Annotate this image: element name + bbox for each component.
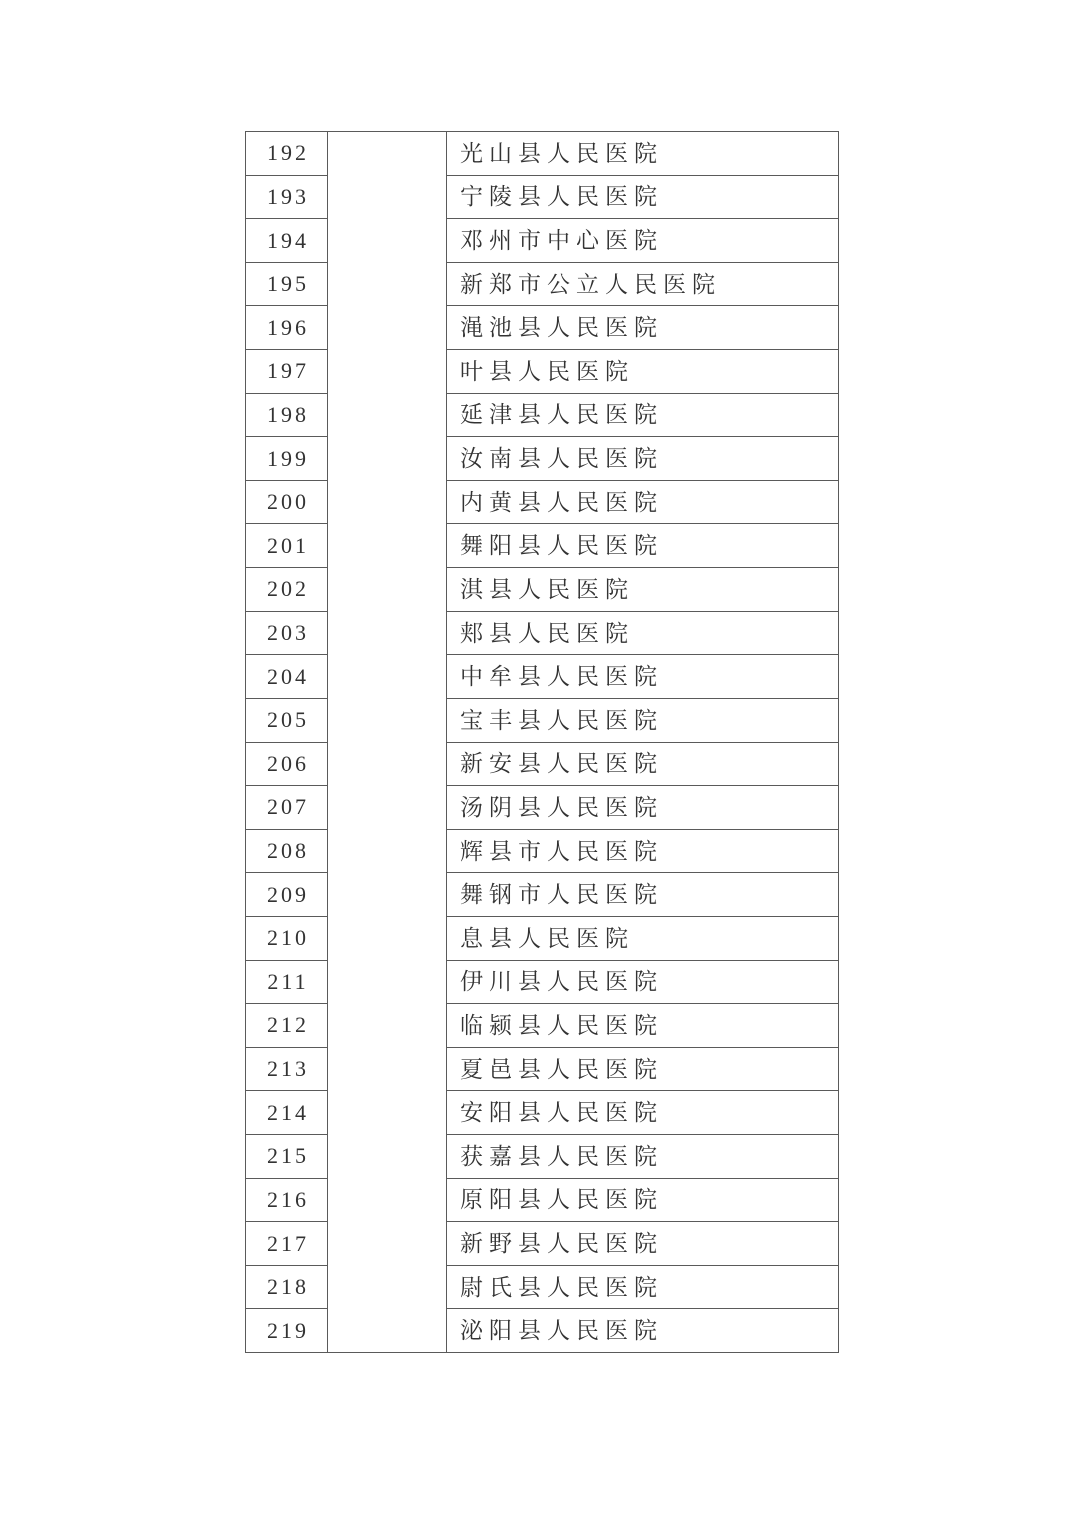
row-number-cell: 214 [246, 1091, 327, 1135]
hospital-name-cell: 新野县人民医院 [447, 1222, 838, 1266]
row-number-cell: 209 [246, 873, 327, 917]
hospital-name-cell: 新郑市公立人民医院 [447, 263, 838, 307]
hospital-name-cell: 舞钢市人民医院 [447, 873, 838, 917]
row-number-cell: 208 [246, 830, 327, 874]
hospital-name-cell: 渑池县人民医院 [447, 306, 838, 350]
row-number-cell: 207 [246, 786, 327, 830]
row-number-cell: 202 [246, 568, 327, 612]
hospital-name-cell: 汝南县人民医院 [447, 437, 838, 481]
hospital-name-column [447, 132, 838, 1352]
hospital-name-cell: 辉县市人民医院 [447, 830, 838, 874]
hospital-name-cell: 淇县人民医院 [447, 568, 838, 612]
row-number-cell: 205 [246, 699, 327, 743]
row-number-cell: 218 [246, 1266, 327, 1310]
hospital-name-cell: 郏县人民医院 [447, 612, 838, 656]
hospital-name-cell: 光山县人民医院 [447, 132, 838, 176]
hospital-name-cell: 叶县人民医院 [447, 350, 838, 394]
row-number-cell: 199 [246, 437, 327, 481]
hospital-name-cell: 汤阴县人民医院 [447, 786, 838, 830]
hospital-name-cell: 安阳县人民医院 [447, 1091, 838, 1135]
row-number-cell: 219 [267, 1317, 309, 1343]
hospital-name-cell: 获嘉县人民医院 [447, 1135, 838, 1179]
hospital-name-cell: 中牟县人民医院 [447, 655, 838, 699]
hospital-name-cell: 息县人民医院 [447, 917, 838, 961]
hospital-name-cell: 临颍县人民医院 [447, 1004, 838, 1048]
hospital-name-cell: 原阳县人民医院 [447, 1179, 838, 1223]
empty-merged-column [327, 132, 447, 1352]
row-number-cell: 203 [246, 612, 327, 656]
hospital-name-cell: 伊川县人民医院 [447, 961, 838, 1005]
row-number-cell: 210 [246, 917, 327, 961]
hospital-name-cell: 夏邑县人民医院 [447, 1048, 838, 1092]
hospital-name-cell: 延津县人民医院 [447, 394, 838, 438]
row-number-cell: 198 [246, 394, 327, 438]
hospital-name-cell: 泌阳县人民医院 [460, 1318, 663, 1344]
row-number-cell: 213 [246, 1048, 327, 1092]
hospital-name-cell: 宝丰县人民医院 [447, 699, 838, 743]
row-number-cell: 194 [246, 219, 327, 263]
row-number-cell: 215 [246, 1135, 327, 1179]
hospital-name-cell: 新安县人民医院 [447, 743, 838, 787]
hospital-name-cell: 尉氏县人民医院 [447, 1266, 838, 1310]
row-number-cell: 216 [246, 1179, 327, 1223]
row-number-cell: 201 [246, 524, 327, 568]
number-column [246, 132, 327, 1352]
hospital-name-cell: 内黄县人民医院 [447, 481, 838, 525]
hospital-name-cell: 宁陵县人民医院 [447, 176, 838, 220]
row-number-cell: 206 [246, 743, 327, 787]
hospital-name-cell: 邓州市中心医院 [447, 219, 838, 263]
row-number-cell: 200 [246, 481, 327, 525]
row-number-cell: 193 [246, 176, 327, 220]
row-number-cell: 204 [246, 655, 327, 699]
hospital-name-cell: 舞阳县人民医院 [447, 524, 838, 568]
row-number-cell: 195 [246, 263, 327, 307]
row-number-cell: 196 [246, 306, 327, 350]
row-number-cell: 212 [246, 1004, 327, 1048]
row-number-cell: 217 [246, 1222, 327, 1266]
row-number-cell: 211 [246, 961, 327, 1005]
row-number-cell: 192 [246, 132, 327, 176]
row-number-cell: 197 [246, 350, 327, 394]
hospital-table [245, 131, 839, 1353]
